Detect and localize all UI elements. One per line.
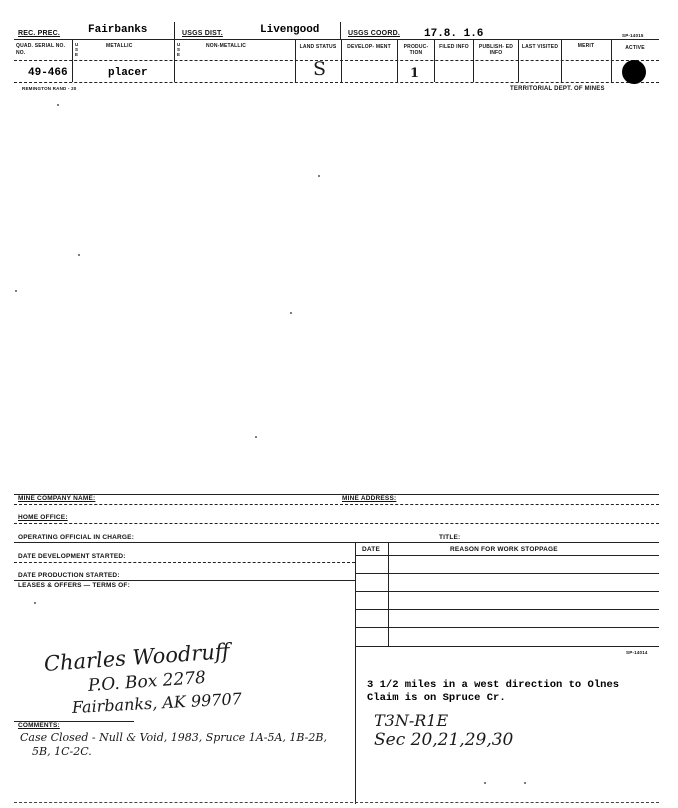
rule xyxy=(355,555,659,556)
record-metallic: placer xyxy=(108,67,148,79)
comment-line-2: 5B, 1C-2C. xyxy=(32,745,92,758)
rule xyxy=(14,523,659,524)
bottom-rule xyxy=(14,802,659,803)
col-production: PRODUC- TION xyxy=(403,44,429,56)
divider xyxy=(397,39,398,82)
col-metallic: METALLIC xyxy=(106,43,133,49)
col-use-a: U S E xyxy=(75,42,79,57)
title-label: TITLE: xyxy=(439,534,461,541)
divider xyxy=(340,22,341,39)
usgs-dist-value: Livengood xyxy=(260,24,320,36)
rule xyxy=(355,646,659,647)
form-number-top: SP-14015 xyxy=(622,33,644,38)
handwritten-city: Fairbanks, AK 99707 xyxy=(71,689,243,717)
col-published-info: PUBLISH- ED INFO xyxy=(478,44,514,56)
rule xyxy=(355,627,659,628)
handwritten-name: Charles Woodruff xyxy=(43,639,231,676)
home-office-label: HOME OFFICE: xyxy=(18,514,68,521)
mine-address-label: MINE ADDRESS: xyxy=(342,495,397,502)
operating-official-label: OPERATING OFFICIAL IN CHARGE: xyxy=(18,534,135,541)
rule xyxy=(355,591,659,592)
speck xyxy=(15,290,17,292)
rule xyxy=(355,573,659,574)
handwritten-po-box: P.O. Box 2278 xyxy=(87,667,207,696)
date-production-started-label: DATE PRODUCTION STARTED: xyxy=(18,572,120,579)
speck xyxy=(34,602,36,604)
col-development: DEVELOP- MENT xyxy=(347,44,391,50)
divider xyxy=(174,39,175,82)
speck xyxy=(290,312,292,314)
divider xyxy=(611,39,612,82)
lower-form xyxy=(14,480,659,805)
col-last-visited: LAST VISITED xyxy=(521,44,559,50)
comment-line-1: Case Closed - Null & Void, 1983, Spruce 1A-5A, 1B-2B, xyxy=(20,731,327,744)
record-serial: 49-466 xyxy=(28,67,68,79)
usgs-dist-label: USGS DIST. xyxy=(182,30,223,37)
speck xyxy=(318,175,320,177)
rule xyxy=(14,504,659,505)
active-punch-mark xyxy=(622,60,646,84)
record-bottom-rule xyxy=(14,82,659,83)
rule xyxy=(355,609,659,610)
record-production: 1 xyxy=(410,66,420,81)
col-merit: MERIT xyxy=(577,43,595,49)
divider xyxy=(434,39,435,82)
reason-col-header: REASON FOR WORK STOPPAGE xyxy=(450,546,558,553)
remington-rand-label: REMINGTON RAND - 20 xyxy=(22,86,77,91)
speck xyxy=(255,436,257,438)
comments-label: COMMENTS: xyxy=(18,722,60,729)
top-rule xyxy=(14,494,659,495)
col-active: ACTIVE xyxy=(625,45,645,51)
divider xyxy=(341,39,342,82)
leases-offers-label: LEASES & OFFERS — TERMS OF: xyxy=(18,582,130,589)
handwritten-township: T3N-R1E xyxy=(374,711,449,730)
usgs-coord-label: USGS COORD. xyxy=(348,30,400,37)
divider xyxy=(174,22,175,39)
speck xyxy=(484,782,486,784)
top-card-strip xyxy=(14,22,659,100)
col-use-b: U S E xyxy=(177,42,181,57)
col-non-metallic: NON-METALLIC xyxy=(206,43,247,49)
col-filed-info: FILED INFO xyxy=(439,44,469,50)
record-land-status: S xyxy=(313,58,327,80)
col-quad-serial: QUAD. SERIAL NO. NO. xyxy=(16,43,66,56)
rec-prec-label: REC. PREC. xyxy=(18,30,61,37)
col-land-status: LAND STATUS xyxy=(299,44,337,50)
location-note-line-1: 3 1/2 miles in a west direction to Olnes xyxy=(367,679,620,691)
speck xyxy=(524,782,526,784)
location-note-line-2: Claim is on Spruce Cr. xyxy=(367,692,506,704)
rule xyxy=(14,580,355,581)
divider xyxy=(561,39,562,82)
column-header-rule xyxy=(14,60,659,61)
date-col-header: DATE xyxy=(362,546,381,553)
divider xyxy=(473,39,474,82)
rule xyxy=(14,562,355,563)
divider xyxy=(518,39,519,82)
mine-company-name-label: MINE COMPANY NAME: xyxy=(18,495,96,502)
divider xyxy=(72,39,73,82)
rec-prec-value: Fairbanks xyxy=(88,24,148,36)
form-number-bottom: SP-14014 xyxy=(626,650,648,655)
rule xyxy=(355,542,356,804)
rule xyxy=(14,721,134,722)
divider xyxy=(295,39,296,82)
rule xyxy=(388,542,389,646)
handwritten-sections: Sec 20,21,29,30 xyxy=(374,730,514,750)
speck xyxy=(78,254,80,256)
rule xyxy=(14,542,659,543)
header-rule xyxy=(14,39,659,40)
usgs-coord-value: 17.8. 1.6 xyxy=(424,28,484,40)
territorial-dept-label: TERRITORIAL DEPT. OF MINES xyxy=(510,86,605,92)
speck xyxy=(57,104,59,106)
date-development-started-label: DATE DEVELOPMENT STARTED: xyxy=(18,553,126,560)
